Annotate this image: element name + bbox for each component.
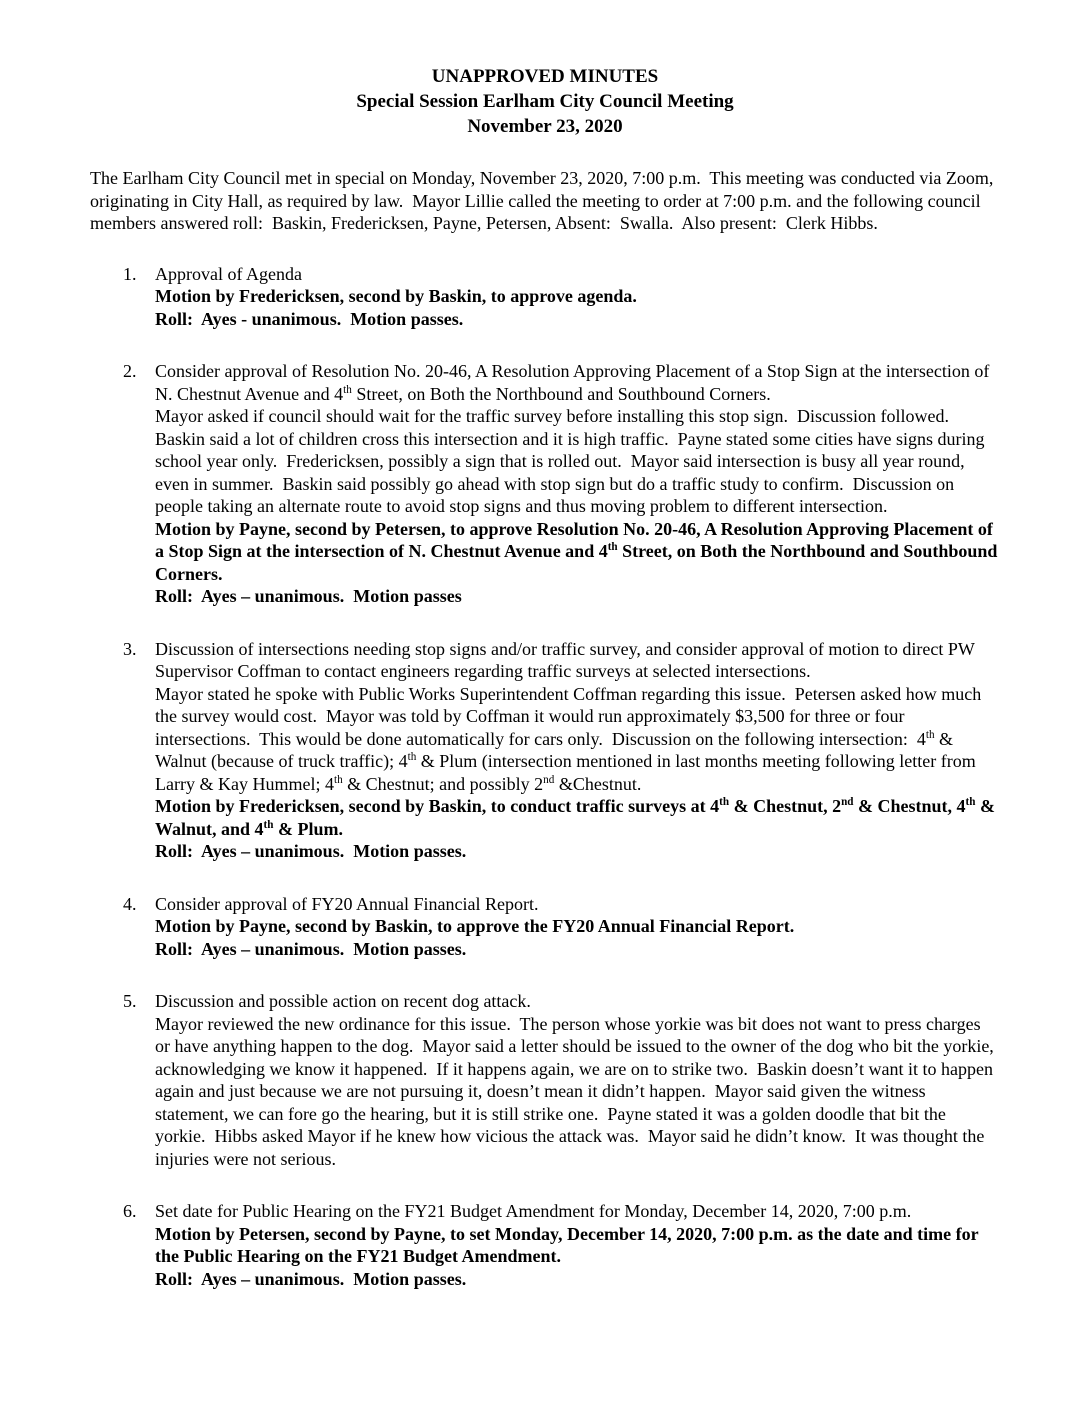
text-run: Motion by Petersen, second by Payne, to set Monday, December 14, 2020, 7:00 p.m. as the date and time for the Public Hearing on the FY21 Budget Amendment.: [155, 1223, 983, 1266]
text-run: & Chestnut, 4: [853, 796, 966, 816]
agenda-items-list: [90, 263, 1000, 1291]
text-run: & Plum.: [273, 818, 343, 839]
text-run: Motion by Fredericksen, second by Baskin, to approve agenda.: [155, 286, 637, 306]
ordinal-superscript: th: [263, 818, 274, 831]
text-run: & Walnut (because of truck traffic); 4: [155, 728, 958, 771]
motion-text: [155, 1223, 1000, 1268]
agenda-item-body: [155, 893, 1000, 961]
agenda-item: [90, 263, 1000, 331]
text-run: Motion by Payne, second by Baskin, to approve the FY20 Annual Financial Report.: [155, 916, 795, 936]
roll-text: [155, 938, 1000, 961]
agenda-item-body: [155, 638, 1000, 863]
discussion-text: [155, 1013, 1000, 1171]
text-run: & Chestnut; and possibly 2: [342, 773, 544, 794]
motion-text: [155, 915, 1000, 938]
document-header: [90, 64, 1000, 139]
text-run: Motion by Payne, second by Petersen, to approve Resolution No. 20-46, A Resolution Approving Placement of a Stop Sign at the intersection of N. Chestnut Avenue and 4: [155, 518, 998, 561]
description-text: [155, 360, 1000, 405]
text-run: & Walnut, and 4: [155, 796, 1000, 839]
intro-paragraph: The Earlham City Council met in special on Monday, November 23, 2020, 7:00 p.m. This meeting was conducted via Zoom, originating in City Hall, as required by law. Mayor Lillie called the meeting to order at 7:00 p.m. and the following council members answered roll: Baskin, Fredericksen, Payne, Petersen, Absent: Swalla. Also present: Clerk Hibbs.: [90, 168, 998, 233]
text-run: Consider approval of Resolution No. 20-46, A Resolution Approving Placement of a Stop Sign at the intersection of N. Chestnut Avenue and 4: [155, 361, 994, 404]
text-run: Street, on Both the Northbound and Southbound Corners.: [351, 383, 771, 404]
document-subtitle: Special Session Earlham City Council Meeting: [356, 91, 734, 112]
text-run: Roll: Ayes – unanimous. Motion passes.: [155, 1268, 467, 1289]
agenda-item-body: [155, 263, 1000, 331]
document-date: November 23, 2020: [467, 116, 623, 137]
roll-text: [155, 840, 1000, 863]
text-run: & Chestnut, 2: [729, 796, 842, 816]
ordinal-superscript: th: [965, 796, 976, 808]
ordinal-superscript: th: [719, 796, 730, 808]
text-run: Mayor reviewed the new ordinance for this issue. The person whose yorkie was bit does not want to press charges or have anything happen to the dog. Mayor said a letter should be issued to the owner of the dog who bit the yorkie, acknowledging we know it happened. If it happens again, we are on to strike two. Baskin doesn’t want it to happen again and just because we are not pursuing it, doesn’t mean it didn’t happen. Mayor said given the witness statement, we can fore go the hearing, but it is still strike one. Payne stated it was a golden doodle that bit the yorkie. Hibbs asked Mayor if he knew how vicious the attack was. Mayor said he didn’t know. It was thought the injuries were not serious.: [155, 1013, 999, 1169]
text-run: Street, on Both the Northbound and Southbound Corners.: [155, 541, 1002, 584]
agenda-item-number: 1.: [123, 263, 137, 284]
agenda-item-number: 3.: [123, 638, 137, 659]
discussion-text: [155, 683, 1000, 796]
text-run: Mayor stated he spoke with Public Works Superintendent Coffman regarding this issue. Petersen asked how much the survey would cost. Mayor was told by Coffman it would run approximately $3,500 for three or four intersections. This would be done automatically for cars only. Discussion on the following intersection: 4: [155, 683, 986, 749]
roll-text: [155, 1268, 1000, 1291]
text-run: Roll: Ayes – unanimous. Motion passes: [155, 586, 462, 606]
description-text: [155, 990, 1000, 1013]
agenda-item: [90, 638, 1000, 863]
roll-text: [155, 585, 1000, 608]
agenda-item: [90, 360, 1000, 608]
agenda-item: [90, 893, 1000, 961]
ordinal-superscript: th: [343, 383, 352, 396]
text-run: Roll: Ayes – unanimous. Motion passes.: [155, 938, 467, 959]
agenda-item-body: [155, 360, 1000, 608]
agenda-item-number: 6.: [123, 1201, 137, 1221]
discussion-text: [155, 405, 1000, 518]
motion-text: [155, 518, 1000, 586]
ordinal-superscript: nd: [543, 773, 555, 786]
agenda-item-number: 2.: [123, 361, 137, 381]
text-run: Mayor asked if council should wait for the traffic survey before installing this stop sign. Discussion followed. Baskin said a lot of children cross this intersection and it is high traffic. Payne stated some cities have signs during school year only. Fredericksen, possibly a sign that is rolled out. Mayor said intersection is busy all year round, even in summer. Baskin said possibly go ahead with stop sign but do a traffic study to confirm. Discussion on people taking an alternate route to avoid stop signs and thus moving problem to different intersection.: [155, 406, 990, 516]
ordinal-superscript: th: [333, 773, 343, 786]
agenda-item-number: 5.: [123, 991, 137, 1011]
text-run: Roll: Ayes – unanimous. Motion passes.: [155, 841, 467, 861]
text-run: Discussion and possible action on recent dog attack.: [155, 991, 531, 1011]
ordinal-superscript: th: [925, 728, 935, 741]
description-text: [155, 893, 1000, 916]
roll-text: [155, 308, 1000, 331]
ordinal-superscript: th: [407, 751, 417, 763]
agenda-item: [90, 990, 1000, 1170]
text-run: &Chestnut.: [554, 773, 642, 794]
text-run: Roll: Ayes - unanimous. Motion passes.: [155, 308, 464, 329]
agenda-item-body: [155, 990, 1000, 1170]
description-text: [155, 263, 1000, 286]
text-run: & Plum (intersection mentioned in last months meeting following letter from Larry & Kay Hummel; 4: [155, 751, 981, 794]
motion-text: [155, 285, 1000, 308]
text-run: Approval of Agenda: [155, 263, 302, 284]
agenda-item-body: [155, 1200, 1000, 1290]
text-run: Motion by Fredericksen, second by Baskin, to conduct traffic surveys at 4: [155, 796, 720, 816]
text-run: Discussion of intersections needing stop signs and/or traffic survey, and consider approval of motion to direct PW Supervisor Coffman to contact engineers regarding traffic surveys at selected intersections.: [155, 638, 980, 681]
document-title: UNAPPROVED MINUTES: [431, 66, 659, 87]
text-run: Consider approval of FY20 Annual Financial Report.: [155, 893, 539, 914]
description-text: [155, 638, 1000, 683]
motion-text: [155, 795, 1000, 840]
ordinal-superscript: nd: [841, 796, 854, 808]
text-run: Set date for Public Hearing on the FY21 Budget Amendment for Monday, December 14, 2020, 7:00 p.m.: [155, 1201, 912, 1221]
description-text: [155, 1200, 1000, 1223]
agenda-item-number: 4.: [123, 893, 137, 914]
agenda-item: [90, 1200, 1000, 1290]
ordinal-superscript: th: [607, 541, 618, 553]
